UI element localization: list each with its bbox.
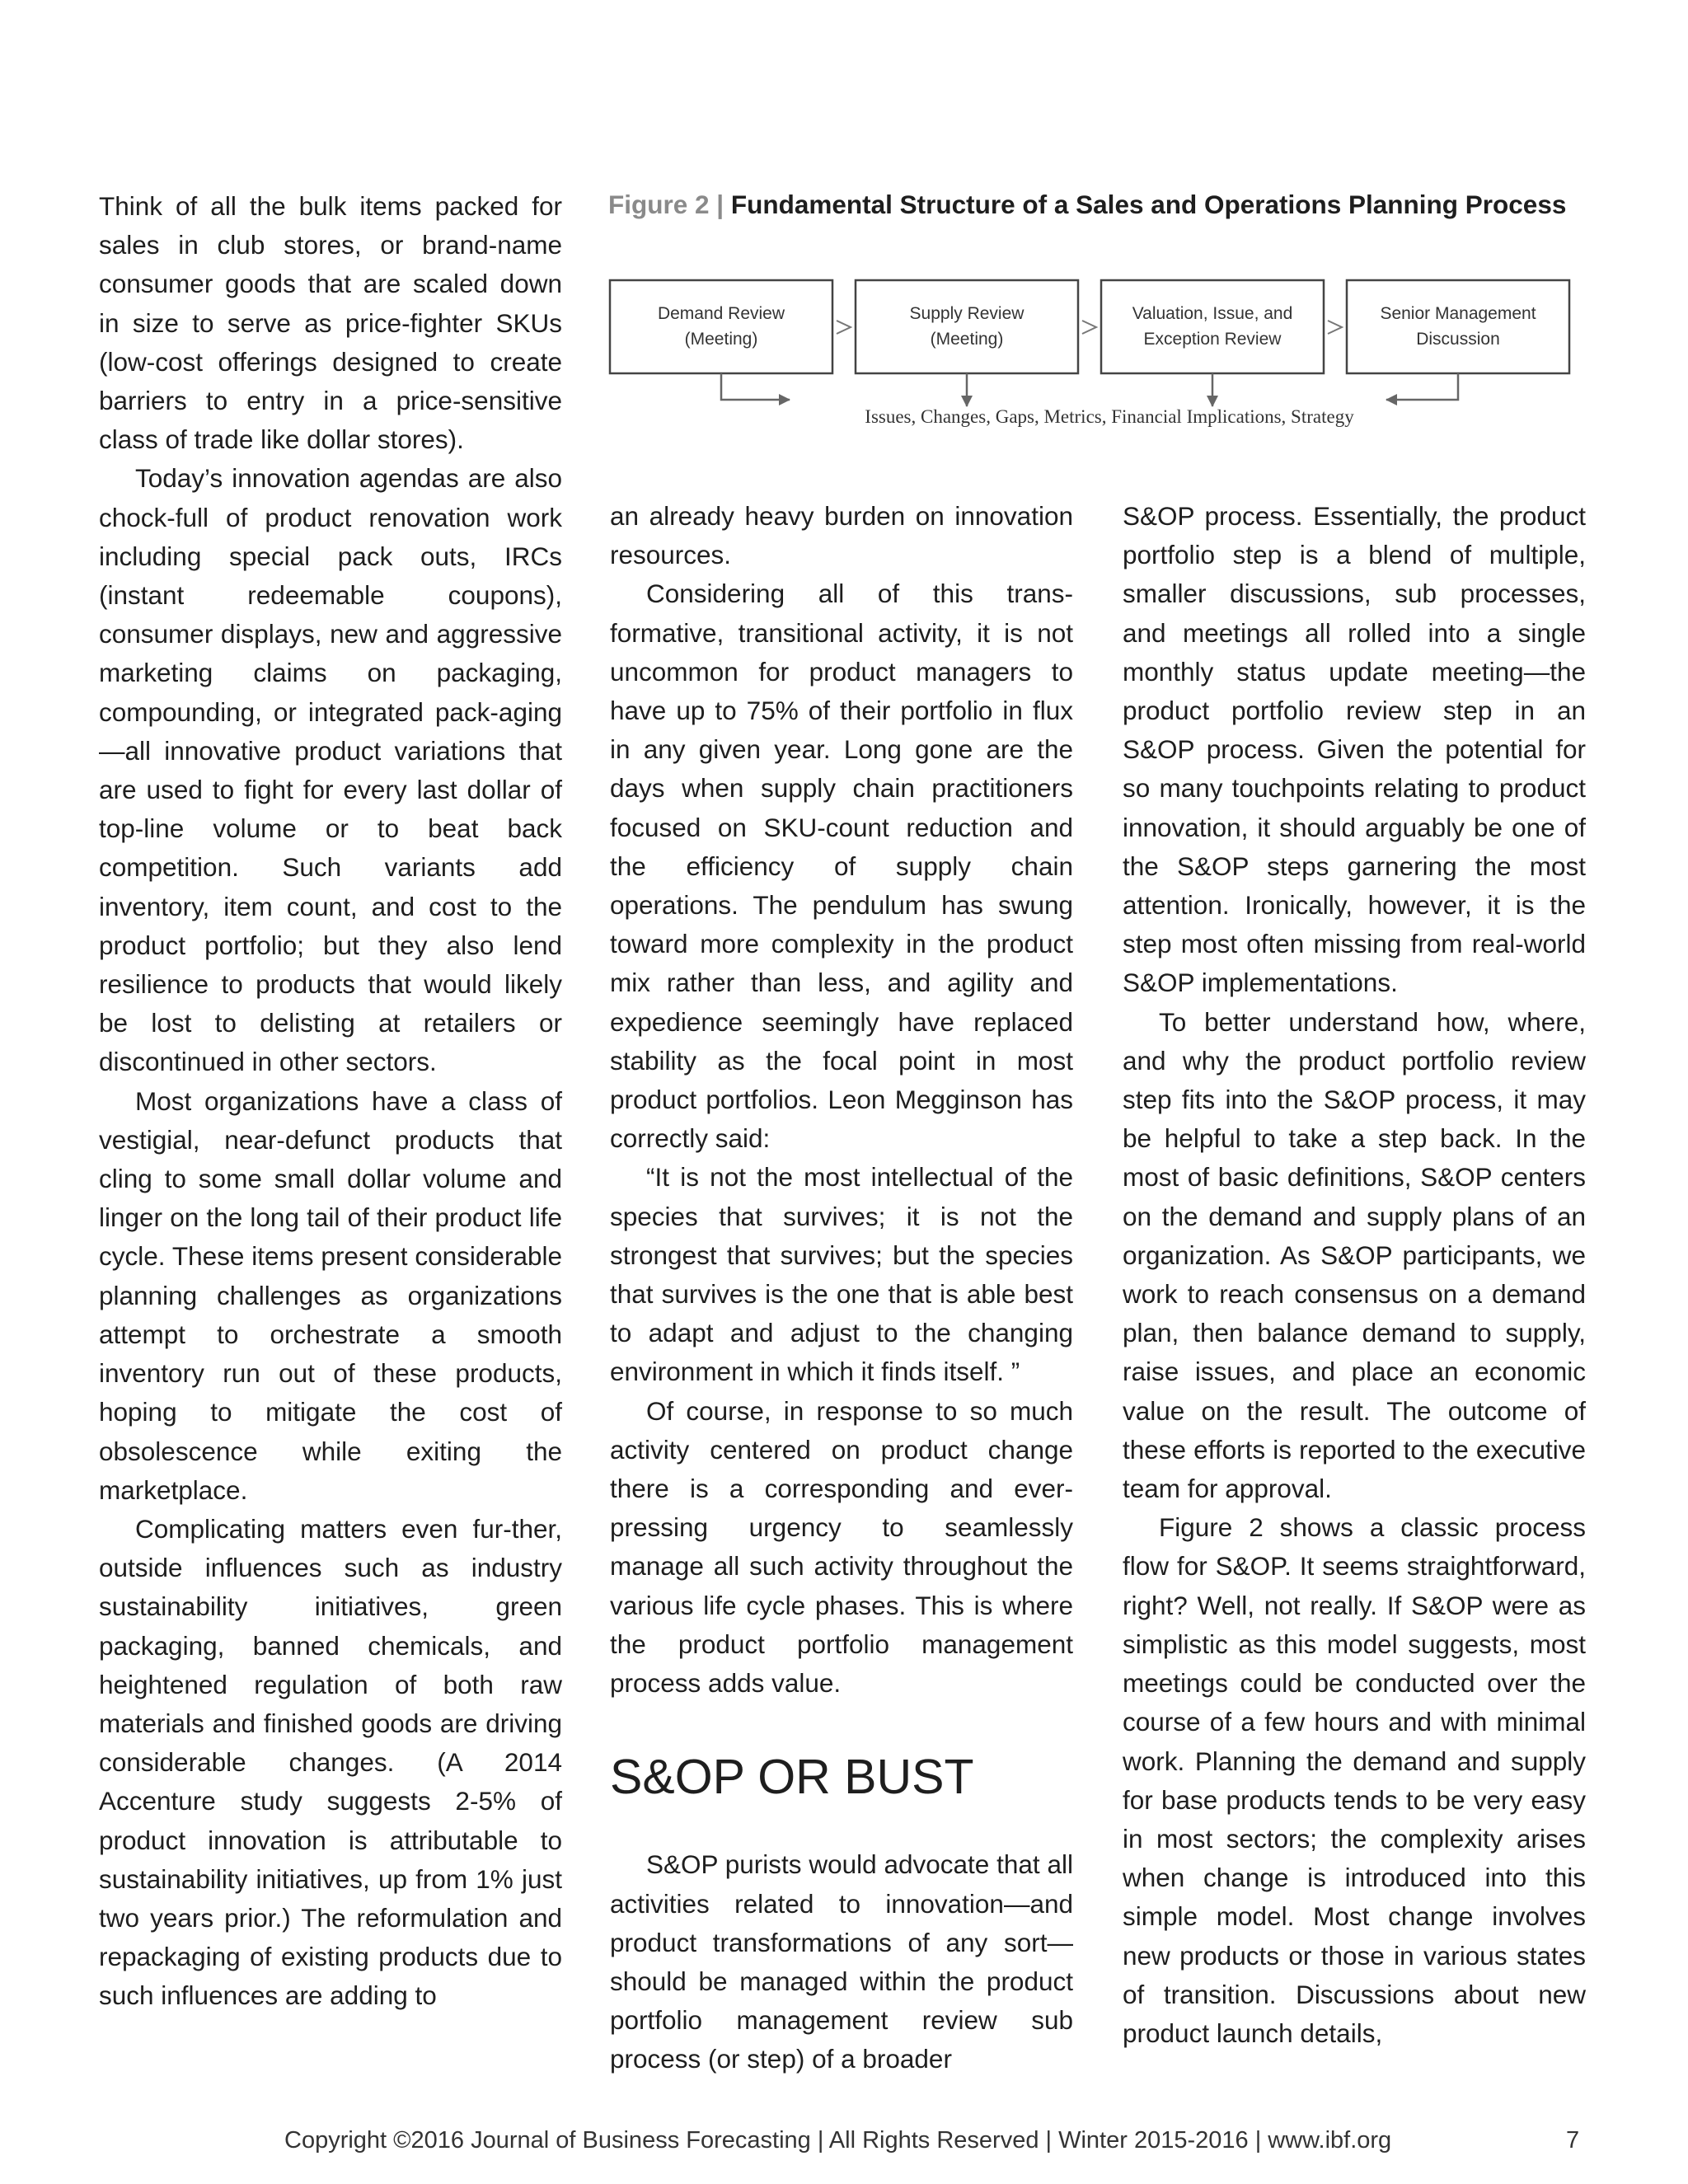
figure-label: Figure 2 | bbox=[608, 190, 724, 219]
paragraph: Of course, in response to so much activity centered on product change there is a corresponding and ever-pressing urgency to seamlessly manage all such activity throughout the various life cycle phases. This is where the product portfolio management process adds value. bbox=[610, 1395, 1073, 1699]
paragraph: To better understand how, where, and why the product portfolio review step fits into the S&OP process, it may be helpful to take a step back. In the most of basic definitions, S&OP centers on the demand and supply plans of an organization. As S&OP participants, we work to reach consensus on a demand plan, then balance demand to supply, raise issues, and place an economic value on the result. The outcome of these efforts is reported to the executive team for approval. bbox=[1123, 1006, 1586, 1504]
paragraph: Figure 2 shows a classic process flow for S&OP. It seems straightforward, right? Well, not really. If S&OP were as simplistic as this model suggests, most meetings could be conducted over the course of a few hours and with minimal work. Planning the demand and supply for base products tends to be very easy in most sectors; the complexity arises when change is introduced into this simple model. Most change involves new products or those in various states of transition. Discussions about new product launch details, bbox=[1123, 1512, 1586, 2048]
page-footer bbox=[0, 2120, 1688, 2161]
process-box-valuation-review bbox=[1101, 280, 1324, 373]
output-arrow bbox=[721, 373, 790, 400]
paragraph: Most organizations have a class of vestigial, near-defunct products that cling to some small dollar volume and linger on the long tail of their product life cycle. These items present considerable planning challenges as organizations attempt to orchestrate a smooth inventory run out of these products, hoping to mitigate the cost of obsolescence while exiting the marketplace. bbox=[99, 1085, 562, 1505]
process-box-senior-management bbox=[1347, 280, 1569, 373]
figure-title: Fundamental Structure of a Sales and Operations Planning Process bbox=[730, 190, 1567, 219]
box-label: Exception Review bbox=[1143, 330, 1282, 349]
paragraph: S&OP purists would advocate that all activities related to innovation—and product transformations of any sort—should be managed within the product portfolio management review sub process (or step) of a broader bbox=[610, 1849, 1073, 2074]
paragraph: Complicating matters even fur-ther, outside influences such as industry sustainability initiatives, green packaging, banned chemicals, and heightened regulation of both raw materials and finished goods are driving considerable changes. (A 2014 Accenture study suggests 2-5% of product innovation is attributable to sustainability initiatives, up from 1% just two years prior.) The reformulation and repackaging of existing products due to such influences are adding to bbox=[99, 1513, 562, 2011]
process-box-demand-review bbox=[610, 280, 832, 373]
paragraph: S&OP process. Essentially, the product portfolio step is a blend of multiple, smaller discussions, sub processes, and meetings all rolled into a single monthly status update meeting—the product portfolio review step in an S&OP process. Given the potential for so many touchpoints relating to product innovation, it should arguably be one of the S&OP steps garnering the most attention. Ironically, however, it is the step most often missing from real-world S&OP implementations. bbox=[1123, 501, 1586, 998]
figure-2 bbox=[608, 185, 1589, 441]
output-label: Issues, Changes, Gaps, Metrics, Financial Implications, Strategy bbox=[865, 406, 1354, 427]
process-flow-diagram bbox=[608, 185, 1589, 441]
text-column-1 bbox=[99, 187, 562, 2016]
paragraph: Today’s innovation agendas are also chock-full of product renovation work including special pack outs, IRCs (instant redeemable coupons), consumer displays, new and aggressive marketing claims on packaging, compounding, or integrated pack-aging—all innovative product variations that are used to fight for every last dollar of top-line volume or to beat back competition. Such variants add inventory, item count, and cost to the product portfolio; but they also lend resilience to products that would likely be lost to delisting at retailers or discontinued in other sectors. bbox=[99, 463, 562, 1077]
box-label: Discussion bbox=[1416, 330, 1500, 349]
output-arrow bbox=[1386, 373, 1458, 400]
flow-chevron-icon bbox=[1082, 321, 1096, 334]
paragraph: an already heavy burden on innovation resources. bbox=[610, 501, 1073, 570]
page-number: 7 bbox=[1566, 2127, 1580, 2154]
flow-chevron-icon bbox=[837, 321, 851, 334]
quote-paragraph: “It is not the most intellectual of the species that survives; it is not the strongest that survives; but the species that survives is the one that is able best to adapt and adjust to the changing environment in which it finds itself. ” bbox=[610, 1162, 1073, 1387]
paragraph: Think of all the bulk items packed for sales in club stores, or brand-name consumer goods that are scaled down in size to serve as price-fighter SKUs (low-cost offerings designed to create barriers to entry in a price-sensitive class of trade like dollar stores). bbox=[99, 191, 562, 455]
box-label: Senior Management bbox=[1380, 304, 1536, 323]
box-label: (Meeting) bbox=[684, 330, 758, 349]
flow-chevron-icon bbox=[1328, 321, 1342, 334]
box-label: (Meeting) bbox=[930, 330, 1004, 349]
box-label: Valuation, Issue, and bbox=[1132, 304, 1293, 323]
process-box-supply-review bbox=[856, 280, 1078, 373]
box-label: Demand Review bbox=[657, 304, 785, 323]
text-column-2 bbox=[610, 497, 1073, 2079]
paragraph: Considering all of this trans-formative, transitional activity, it is not uncommon for product managers to have up to 75% of their portfolio in flux in any given year. Long gone are the days when supply chain practitioners focused on SKU-count reduction and the efficiency of supply chain operations. The pendulum has swung toward more complexity in the product mix rather than less, and agility and expedience seemingly have replaced stability as the focal point in most product portfolios. Leon Megginson has correctly said: bbox=[610, 579, 1073, 1154]
box-label: Supply Review bbox=[909, 304, 1025, 323]
text-column-3 bbox=[1123, 497, 1586, 2053]
section-heading: S&OP OR BUST bbox=[610, 1750, 974, 1805]
copyright-line: Copyright ©2016 Journal of Business Forecasting | All Rights Reserved | Winter 2015-2016 | www.ibf.org bbox=[284, 2127, 1392, 2154]
